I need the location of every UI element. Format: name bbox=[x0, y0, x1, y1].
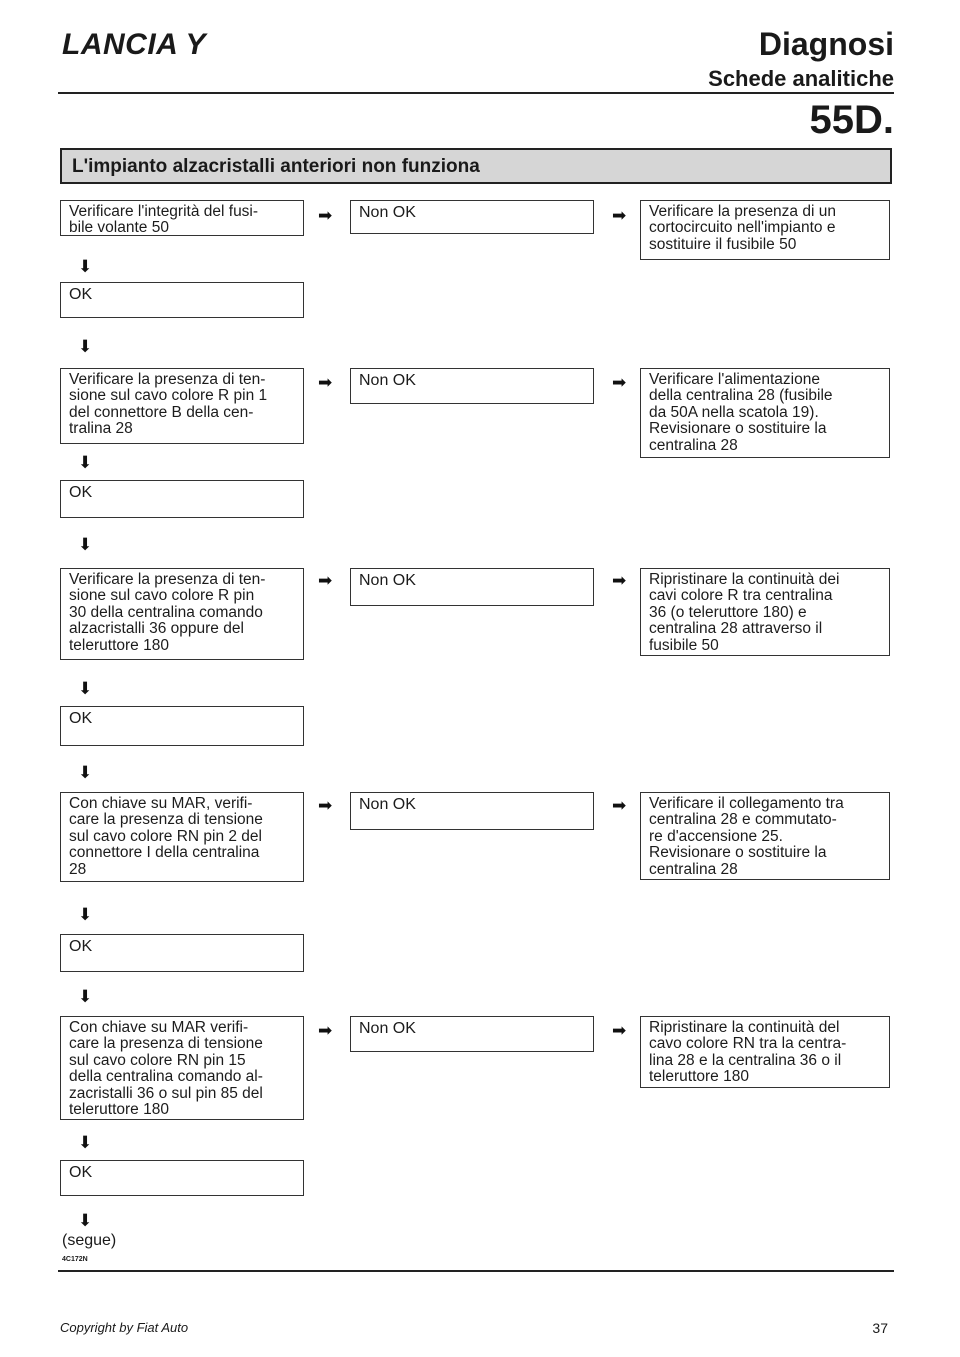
action-box-2: Verificare l'alimentazione della centralina 28 (fusibile da 50A nella scatola 19). Revisionare o sostituire la centralina 28 bbox=[640, 368, 890, 458]
right-arrow-icon: ➡ bbox=[318, 1021, 333, 1040]
fail-box-2: Non OK bbox=[350, 368, 594, 404]
right-arrow-icon: ➡ bbox=[318, 796, 333, 815]
right-arrow-icon: ➡ bbox=[318, 571, 333, 590]
down-arrow-icon: ⬇ bbox=[78, 905, 93, 924]
down-arrow-icon: ⬇ bbox=[78, 453, 93, 472]
down-arrow-icon: ⬇ bbox=[78, 257, 93, 276]
fail-box-4: Non OK bbox=[350, 792, 594, 830]
right-arrow-icon: ➡ bbox=[612, 373, 627, 392]
down-arrow-icon: ⬇ bbox=[78, 679, 93, 698]
down-arrow-icon: ⬇ bbox=[78, 763, 93, 782]
section-title: Diagnosi bbox=[758, 26, 894, 62]
check-box-3: Verificare la presenza di ten- sione sul cavo colore R pin 30 della centralina comando alzacristalli 36 oppure del teleruttore 180 bbox=[60, 568, 304, 660]
ok-box-5: OK bbox=[60, 1160, 304, 1196]
fail-box-3: Non OK bbox=[350, 568, 594, 606]
check-box-1: Verificare l'integrità del fusi- bile volante 50 bbox=[60, 200, 304, 236]
fail-box-5: Non OK bbox=[350, 1016, 594, 1052]
continued-note: (segue) bbox=[62, 1232, 117, 1249]
right-arrow-icon: ➡ bbox=[612, 796, 627, 815]
fail-box-1: Non OK bbox=[350, 200, 594, 234]
action-box-1: Verificare la presenza di un cortocircuito nell'impianto e sostituire il fusibile 50 bbox=[640, 200, 890, 260]
ok-box-1: OK bbox=[60, 282, 304, 318]
down-arrow-icon: ⬇ bbox=[78, 1211, 93, 1230]
down-arrow-icon: ⬇ bbox=[78, 337, 93, 356]
reference-code: 4C172N bbox=[62, 1256, 88, 1263]
copyright-text: Copyright by Fiat Auto bbox=[60, 1320, 189, 1335]
procedure-title: L'impianto alzacristalli anteriori non funziona bbox=[72, 156, 480, 177]
footer-rule bbox=[58, 1270, 894, 1272]
ok-box-2: OK bbox=[60, 480, 304, 518]
section-code: 55D. bbox=[809, 98, 894, 142]
down-arrow-icon: ⬇ bbox=[78, 535, 93, 554]
ok-box-4: OK bbox=[60, 934, 304, 972]
section-subtitle: Schede analitiche bbox=[708, 66, 894, 91]
ok-box-3: OK bbox=[60, 706, 304, 746]
brand-title: LANCIA Y bbox=[62, 28, 207, 61]
action-box-5: Ripristinare la continuità del cavo colore RN tra la centra- lina 28 e la centralina 36 o il teleruttore 180 bbox=[640, 1016, 890, 1088]
action-box-3: Ripristinare la continuità dei cavi colore R tra centralina 36 (o teleruttore 180) e centralina 28 attraverso il fusibile 50 bbox=[640, 568, 890, 656]
right-arrow-icon: ➡ bbox=[318, 206, 333, 225]
right-arrow-icon: ➡ bbox=[612, 1021, 627, 1040]
down-arrow-icon: ⬇ bbox=[78, 987, 93, 1006]
check-box-5: Con chiave su MAR verifi- care la presenza di tensione sul cavo colore RN pin 15 della centralina comando al- zacristalli 36 o sul pin 85 del teleruttore 180 bbox=[60, 1016, 304, 1120]
check-box-4: Con chiave su MAR, verifi- care la presenza di tensione sul cavo colore RN pin 2 del connettore I della centralina 28 bbox=[60, 792, 304, 882]
right-arrow-icon: ➡ bbox=[612, 571, 627, 590]
check-box-2: Verificare la presenza di ten- sione sul cavo colore R pin 1 del connettore B della cen- tralina 28 bbox=[60, 368, 304, 444]
action-box-4: Verificare il collegamento tra centralina 28 e commutato- re d'accensione 25. Revisionare o sostituire la centralina 28 bbox=[640, 792, 890, 880]
down-arrow-icon: ⬇ bbox=[78, 1133, 93, 1152]
procedure-banner bbox=[60, 148, 892, 184]
right-arrow-icon: ➡ bbox=[612, 206, 627, 225]
header-rule bbox=[58, 92, 894, 94]
right-arrow-icon: ➡ bbox=[318, 373, 333, 392]
page-number: 37 bbox=[872, 1320, 888, 1336]
